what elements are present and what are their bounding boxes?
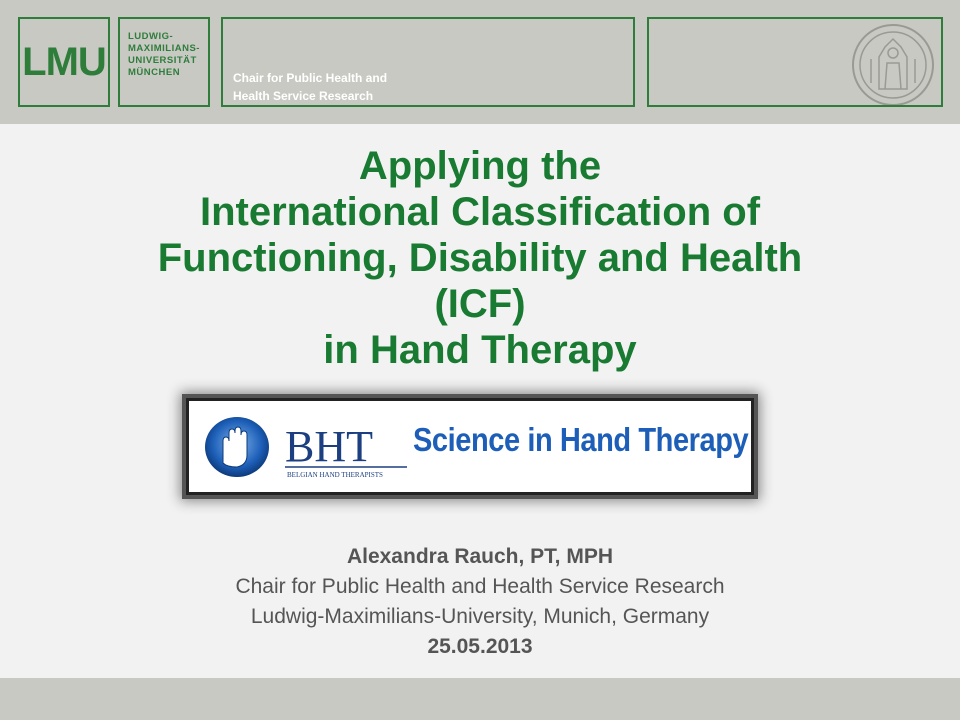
title-line: (ICF) (434, 282, 526, 326)
title-line: Functioning, Disability and Health (157, 236, 803, 280)
lmu-logo (18, 17, 110, 107)
seal-box (647, 17, 943, 107)
author-university: Ludwig-Maximilians-University, Munich, Germany (250, 605, 710, 628)
author-name: Alexandra Rauch, PT, MPH (346, 545, 614, 568)
university-name-line: LUDWIG- (128, 31, 174, 42)
university-name-line: MAXIMILIANS- (128, 43, 200, 54)
chair-box (221, 17, 635, 107)
bht-banner (186, 398, 754, 495)
title-line: Applying the (358, 144, 602, 188)
lmu-logo-text: LMU (22, 39, 106, 84)
chair-text (233, 69, 387, 105)
footer-bar (0, 678, 960, 720)
university-name-box (118, 17, 210, 107)
slide-title (40, 143, 920, 373)
title-line: in Hand Therapy (323, 328, 637, 372)
title-line: International Classification of (199, 190, 761, 234)
author-block (0, 542, 960, 662)
bht-logo (201, 411, 411, 481)
university-seal-icon (851, 23, 935, 107)
header-bar (0, 0, 960, 124)
bht-abbr: BHT (285, 422, 373, 471)
chair-line: Health Service Research (233, 89, 374, 103)
presentation-date: 25.05.2013 (427, 635, 533, 658)
banner-tagline: Science in Hand Therapy (413, 421, 749, 458)
author-affiliation: Chair for Public Health and Health Service Research (235, 575, 725, 598)
university-name-line: UNIVERSITÄT (128, 55, 197, 66)
chair-line: Chair for Public Health and (233, 71, 388, 85)
bht-subtitle: BELGIAN HAND THERAPISTS (287, 471, 383, 479)
university-name-line: MÜNCHEN (128, 67, 181, 78)
